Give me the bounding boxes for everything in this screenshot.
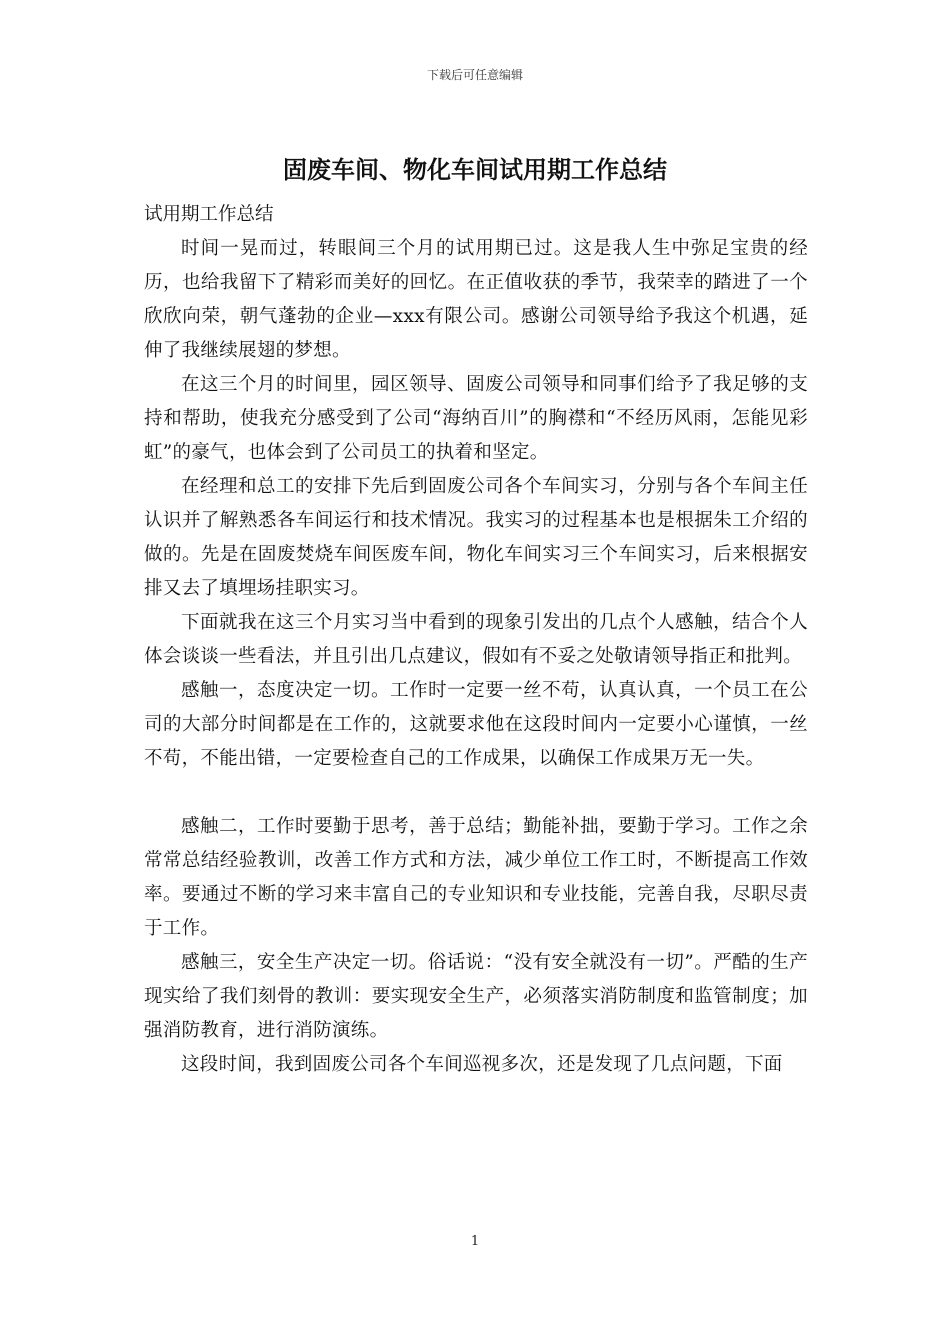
paragraph: 在经理和总工的安排下先后到固废公司各个车间实习，分别与各个车间主任认识并了解熟悉各车间运行和技术情况。我实习的过程基本也是根据朱工介绍的做的。先是在固废焚烧车间医废车间，物化车间实习三个车间实习，后来根据安排又去了填埋场挂职实习。 (144, 476, 808, 599)
blank-line (144, 776, 808, 810)
document-title: 固废车间、物化车间试用期工作总结 (283, 155, 667, 184)
document-subtitle: 试用期工作总结 (144, 204, 274, 225)
paragraph: 在这三个月的时间里，园区领导、固废公司领导和同事们给予了我足够的支持和帮助，使我充分感受到了公司“海纳百川”的胸襟和“不经历风雨，怎能见彩虹”的豪气，也体会到了公司员工的执着和坚定。 (144, 374, 808, 463)
paragraph: 下面就我在这三个月实习当中看到的现象引发出的几点个人感触，结合个人体会谈谈一些看法，并且引出几点建议，假如有不妥之处敬请领导指正和批判。 (144, 612, 808, 667)
paragraph: 感触二，工作时要勤于思考，善于总结；勤能补拙，要勤于学习。工作之余常常总结经验教训，改善工作方式和方法，减少单位工作工时，不断提高工作效率。要通过不断的学习来丰富自己的专业知识和专业技能，完善自我，尽职尽责于工作。 (144, 816, 808, 939)
paragraph: 这段时间，我到固废公司各个车间巡视多次，还是发现了几点问题，下面 (181, 1054, 783, 1075)
document-body (144, 198, 808, 1082)
paragraph: 时间一晃而过，转眼间三个月的试用期已过。这是我人生中弥足宝贵的经历，也给我留下了精彩而美好的回忆。在正值收获的季节，我荣幸的踏进了一个欣欣向荣，朝气蓬勃的企业—xxx有限公司。感谢公司领导给予我这个机遇，延伸了我继续展翅的梦想。 (144, 238, 808, 361)
paragraph: 感触一，态度决定一切。工作时一定要一丝不苟，认真认真，一个员工在公司的大部分时间都是在工作的，这就要求他在这段时间内一定要小心谨慎，一丝不苟，不能出错，一定要检查自己的工作成果，以确保工作成果万无一失。 (144, 680, 808, 769)
paragraph: 感触三，安全生产决定一切。俗话说：“没有安全就没有一切”。严酷的生产现实给了我们刻骨的教训：要实现安全生产，必须落实消防制度和监管制度；加强消防教育，进行消防演练。 (144, 952, 808, 1041)
page-number: 1 (470, 1234, 480, 1249)
header-note: 下载后可任意编辑 (426, 68, 523, 82)
